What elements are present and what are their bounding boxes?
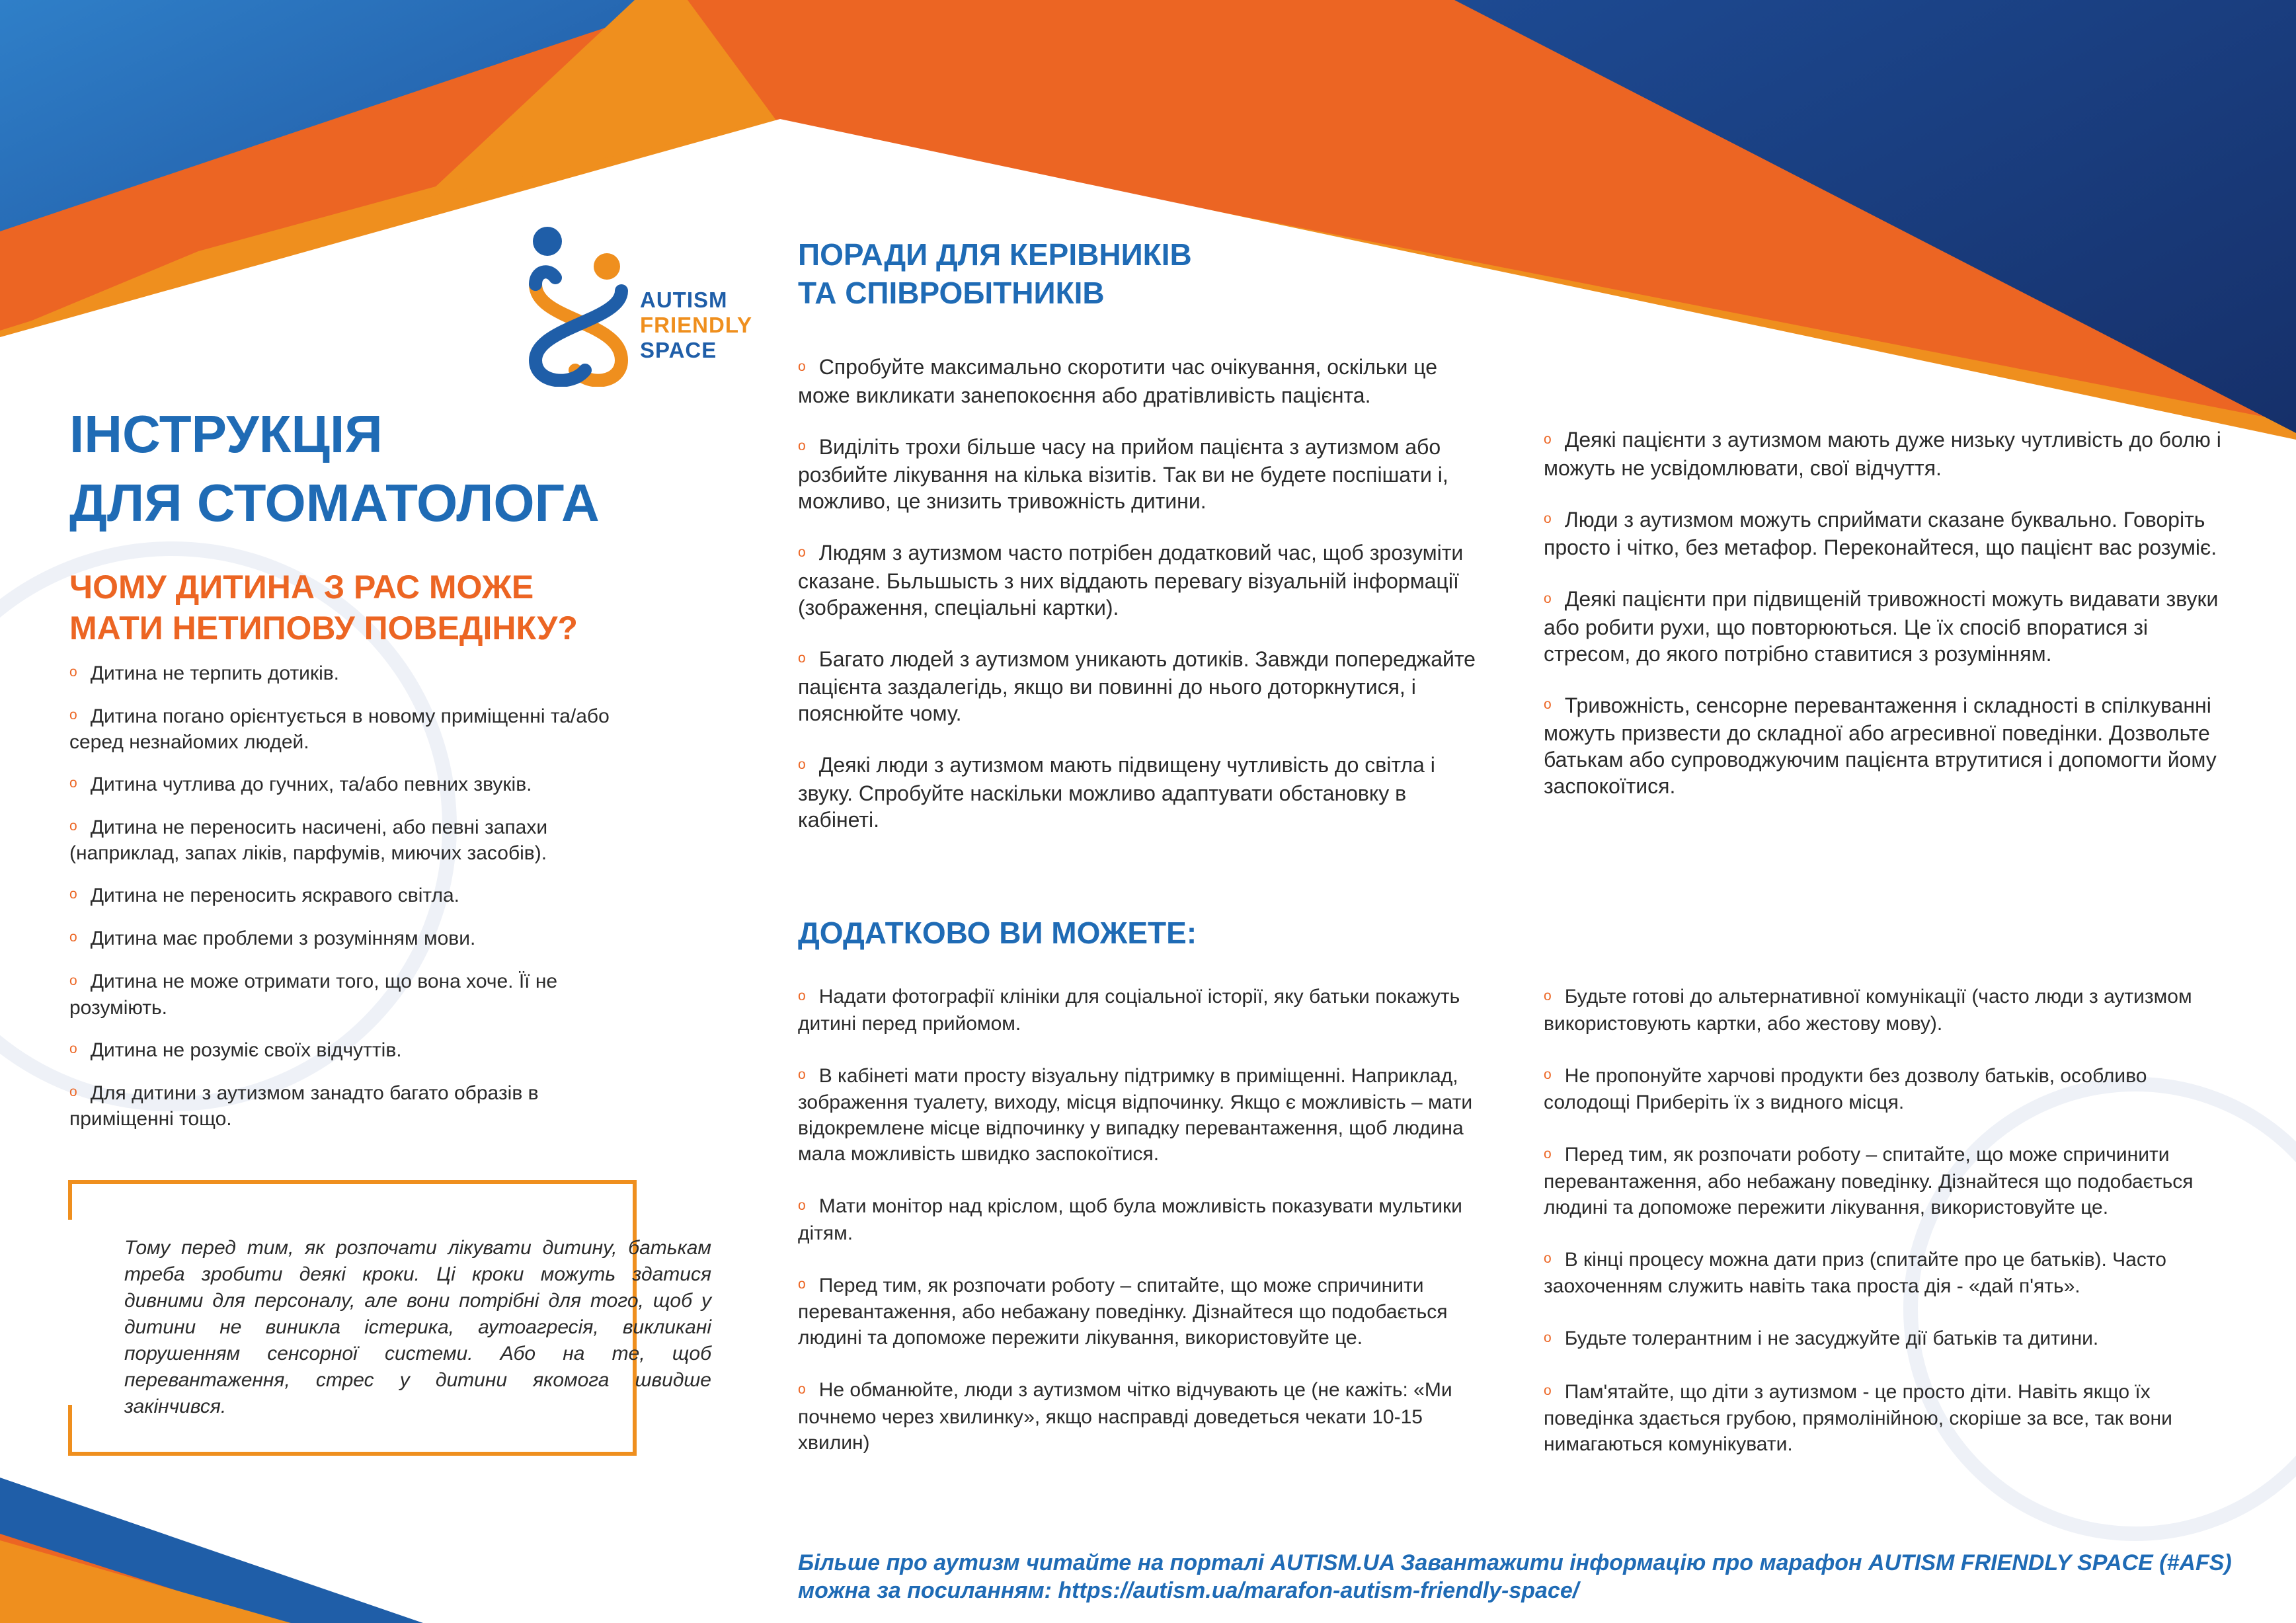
bullet-icon: o [1544, 1067, 1552, 1083]
list-item: o Для дитини з аутизмом занадто багато образів в приміщенні тощо. [69, 1082, 539, 1130]
list-item: o Дитина не терпить дотиків. [69, 662, 340, 684]
tips-title-line-2: ТА СПІВРОБІТНИКІВ [798, 276, 1105, 310]
list-item: o Дитина не розуміє своїх відчуттів. [69, 1039, 402, 1061]
list-item: o Надати фотографії клініки для соціальної історії, яку батьки покажуть дитині перед прийомом. [798, 986, 1460, 1035]
subtitle-line-2: МАТИ НЕТИПОВУ ПОВЕДІНКУ? [69, 610, 578, 647]
footer-line-1: Більше про аутизм читайте на порталі AUTISM.UA Завантажити інформацію про марафон AUTISM FRIENDLY SPACE (#AFS) [798, 1550, 2232, 1575]
list-item: o Спробуйте максимально скоротити час очікування, оскільки це може викликати занепокоєння або дратівливість пацієнта. [798, 355, 1437, 407]
note-frame-gap [40, 1220, 86, 1405]
bullet-icon: o [798, 988, 806, 1004]
list-item: o В кабінеті мати просту візуальну підтримку в приміщенні. Наприклад, зображення туалету, виходу, місця відпочинку. Якщо є можливість – мати відокремлене місце відпочинку у випадку перевантаження, щоб людина мала можливість швидко заспокоїтися. [798, 1064, 1473, 1166]
bullet-icon: o [798, 358, 806, 374]
bullet-icon: o [798, 1197, 806, 1213]
behavior-reasons-list [69, 661, 638, 1149]
section-title-extra: ДОДАТКОВО ВИ МОЖЕТЕ: [798, 916, 1197, 950]
list-item: o Мати монітор над кріслом, щоб була можливість показувати мультики дітям. [798, 1195, 1462, 1244]
bullet-icon: o [798, 1067, 806, 1083]
list-item: o Виділіть трохи більше часу на прийом пацієнта з аутизмом або розбийте лікування на кілька візитів. Так ви не будете поспішати і, можливо, це знизить тривожність дитини. [798, 434, 1448, 514]
bullet-icon: o [1544, 1329, 1552, 1345]
bullet-icon: o [1544, 697, 1552, 713]
tips-title-line-1: ПОРАДИ ДЛЯ КЕРІВНИКІВ [798, 237, 1192, 272]
bullet-icon: o [1544, 590, 1552, 606]
bullet-icon: o [1544, 988, 1552, 1004]
list-item: o Дитина чутлива до гучних, та/або певних звуків. [69, 773, 532, 796]
bullet-icon: o [798, 1277, 806, 1292]
logo-figures-icon [522, 221, 641, 387]
logo-wordmark [640, 288, 752, 363]
tips-list-column-1 [798, 354, 1485, 858]
bullet-icon: o [1544, 1251, 1552, 1267]
page-title-line-2: ДЛЯ СТОМАТОЛОГА [69, 473, 600, 532]
bullet-icon: o [1544, 511, 1552, 527]
section-subtitle-why [69, 567, 664, 649]
footer-line-2[interactable]: можна за посиланням: https://autism.ua/marafon-autism-friendly-space/ [798, 1578, 1579, 1603]
bullet-icon: o [69, 887, 77, 902]
bullet-icon: o [798, 756, 806, 772]
bullet-icon: o [798, 651, 806, 666]
bullet-icon: o [1544, 431, 1552, 447]
list-item: o В кінці процесу можна дати приз (спитайте про це батьків). Часто заохоченням служить навіть така проста дія - «дай п'ять». [1544, 1248, 2166, 1298]
bullet-icon: o [69, 818, 77, 834]
list-item: o Тривожність, сенсорне перевантаження і складності в спілкуванні можуть призвести до складної або агресивної поведінки. Дозвольте батькам або супроводжуючим пацієнта втрутитися і допомогти йому заспокоїтися. [1544, 693, 2217, 799]
list-item: o Дитина не переносить яскравого світла. [69, 885, 459, 907]
list-item: o Деякі пацієнти при підвищеній тривожності можуть видавати звуки або робити рухи, що повторюються. Це їх спосіб впоратися зі стресом, до якого потрібно ставитися з розумінням. [1544, 587, 2219, 666]
bullet-icon: o [69, 930, 77, 945]
logo-line-1: AUTISM [640, 288, 728, 312]
list-item: o Багато людей з аутизмом уникають дотиків. Завжди попереджайте пацієнта заздалегідь, якщо ви повинні до нього доторкнутися, і пояснюйте чому. [798, 647, 1476, 726]
tips-list-column-2 [1544, 426, 2238, 824]
bullet-icon: o [798, 544, 806, 560]
bullet-icon: o [1544, 1146, 1552, 1162]
list-item: o Деякі пацієнти з аутизмом мають дуже низьку чутливість до болю і можуть не усвідомлювати, свої відчуття. [1544, 428, 2221, 480]
list-item: o Дитина не може отримати того, що вона хоче. Її не розуміють. [69, 970, 558, 1019]
list-item: o Пам'ятайте, що діти з аутизмом - це просто діти. Навіть якщо їх поведінка здається грубою, прямолінійною, скоріше за все, так вони нимагаються комунікувати. [1544, 1380, 2172, 1456]
list-item: o Будьте толерантним і не засуджуйте дії батьків та дитини. [1544, 1327, 2099, 1350]
list-item: o Людям з аутизмом часто потрібен додатковий час, щоб зрозуміти сказане. Бьльшысть з них віддають перевагу візуальній інформації (зображення, спеціальні картки). [798, 541, 1464, 619]
list-item: o Дитина має проблеми з розумінням мови. [69, 928, 476, 950]
list-item: o Будьте готові до альтернативної комунікації (часто люди з аутизмом використовують картки, або жестову мову). [1544, 986, 2192, 1035]
extra-list-column-1 [798, 984, 1485, 1482]
bullet-icon: o [798, 1381, 806, 1397]
list-item: o Не пропонуйте харчові продукти без дозволу батьків, особливо солодощі Приберіть їх з видного місця. [1544, 1064, 2147, 1114]
list-item: o Деякі люди з аутизмом мають підвищену чутливість до світла і звуку. Спробуйте наскільки можливо адаптувати обстановку в кабінеті. [798, 753, 1435, 832]
section-title-tips [798, 235, 1525, 312]
list-item: o Перед тим, як розпочати роботу – спитайте, що може спричинити перевантаження, або небажану поведінку. Дізнайтеся що подобається людині та допоможе пережити лікування, використовуйте це. [798, 1274, 1448, 1349]
list-item: o Перед тим, як розпочати роботу – спитайте, що може спричинити перевантаження, або небажану поведінку. Дізнайтеся що подобається людині та допоможе пережити лікування, використовуйте це. [1544, 1144, 2194, 1218]
autism-friendly-space-logo [522, 221, 760, 387]
bullet-icon: o [1544, 1383, 1552, 1399]
list-item: o Дитина погано орієнтується в новому приміщенні та/або серед незнайомих людей. [69, 705, 610, 754]
logo-line-3: SPACE [640, 338, 717, 362]
subtitle-line-1: ЧОМУ ДИТИНА З РАС МОЖЕ [69, 569, 534, 606]
extra-list-column-2 [1544, 984, 2238, 1484]
bullet-icon: o [69, 1084, 77, 1099]
page-title-line-1: ІНСТРУКЦІЯ [69, 405, 383, 463]
bullet-icon: o [798, 438, 806, 454]
footer-info [798, 1549, 2252, 1604]
bullet-icon: o [69, 775, 77, 791]
bullet-icon: o [69, 1041, 77, 1056]
bullet-icon: o [69, 707, 77, 723]
list-item: o Дитина не переносить насичені, або певні запахи (наприклад, запах ліків, парфумів, миючих засобів). [69, 816, 548, 865]
list-item: o Не обманюйте, люди з аутизмом чітко відчувають це (не кажіть: «Ми почнемо через хвилинку», якщо насправді доведеться чекати 10-15 хвилин) [798, 1379, 1452, 1454]
list-item: o Люди з аутизмом можуть сприймати сказане буквально. Говоріть просто і чітко, без метафор. Переконайтеся, що пацієнт вас розуміє. [1544, 507, 2217, 560]
note-text: Тому перед тим, як розпочати лікувати дитину, батькам треба зробити деякі кроки. Ці кроки можуть здатися дивними для персоналу, але вони потрібні для того, щоб у дитини не виникла істерика, аутоагресія, викликані порушенням сенсорної системи. Або на те, щоб перевантаження, стрес у дитини якомога швидше закінчився. [124, 1237, 711, 1417]
bullet-icon: o [69, 972, 77, 988]
logo-line-2: FRIENDLY [640, 313, 752, 337]
page-title [69, 400, 664, 537]
bullet-icon: o [69, 664, 77, 680]
